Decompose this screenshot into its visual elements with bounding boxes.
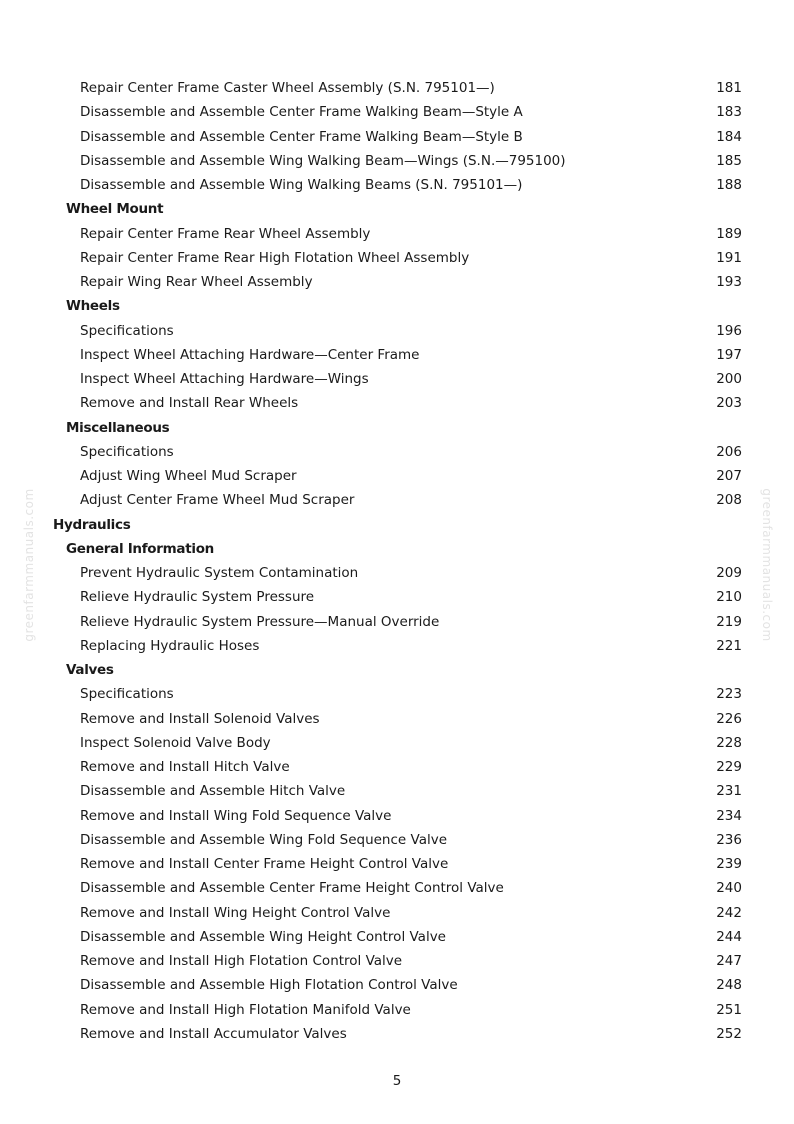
toc-entry[interactable] [0,998,794,1022]
toc-entry-title: Adjust Center Frame Wheel Mud Scraper [80,492,355,509]
toc-entry-title: Disassemble and Assemble Center Frame Height Control Valve [80,880,504,897]
toc-entry[interactable] [0,804,794,828]
toc-entry[interactable] [0,464,794,488]
toc-entry-title: Remove and Install Accumulator Valves [80,1025,347,1042]
toc-page-number: 210 [716,589,742,606]
toc-entry[interactable] [0,707,794,731]
toc-entry[interactable] [0,173,794,197]
toc-page-number: 206 [716,443,742,460]
toc-entry-title: Remove and Install High Flotation Control Valve [80,953,403,969]
toc-entry-title: Inspect Solenoid Valve Body [80,734,271,751]
toc-page-number: 248 [716,977,742,994]
toc-entry[interactable] [0,343,794,367]
toc-page-number: 231 [716,783,742,800]
toc-page-number: 207 [716,468,742,484]
toc-page-number: 191 [716,249,742,266]
toc-subsection-title: Wheels [66,298,120,315]
toc-entry[interactable] [0,76,794,100]
toc-entry[interactable] [0,561,794,585]
toc-entry-title: Repair Center Frame Rear High Flotation Wheel Assembly [80,249,470,266]
toc-page-number: 200 [716,371,742,387]
toc-page-number: 226 [716,710,742,727]
toc-entry[interactable] [0,755,794,779]
toc-page-number: 229 [716,759,742,775]
toc-entry[interactable] [0,876,794,900]
toc-entry-title: Disassemble and Assemble Wing Fold Sequence Valve [80,831,448,848]
toc-page-number: 247 [716,953,742,969]
toc-entry-title: Disassemble and Assemble High Flotation Control Valve [80,977,458,994]
toc-entry[interactable] [0,949,794,973]
toc-subsection [0,197,794,221]
toc-entry[interactable] [0,125,794,149]
toc-entry-title: Relieve Hydraulic System Pressure—Manual Override [80,613,440,630]
toc-entry[interactable] [0,440,794,464]
toc-entry-title: Repair Center Frame Caster Wheel Assembly (S.N. 795101—) [80,80,495,96]
toc-entry-title: Specifications [80,443,174,460]
toc-page-number: 188 [716,177,742,193]
toc-page-number: 193 [716,274,742,290]
page-number: 5 [392,1073,402,1089]
toc-entry-title: Inspect Wheel Attaching Hardware—Wings [80,371,369,387]
toc-entry-title: Remove and Install Rear Wheels [80,395,299,412]
toc-page-number: 251 [716,1001,742,1018]
toc-entry-title: Specifications [80,686,174,703]
toc-entry[interactable] [0,852,794,876]
toc-page-number: 209 [716,565,742,581]
toc-entry-title: Repair Wing Rear Wheel Assembly [80,274,313,290]
toc-entry-title: Adjust Wing Wheel Mud Scraper [80,468,297,484]
toc-entry-title: Disassemble and Assemble Wing Height Control Valve [80,928,446,945]
toc-entry-title: Replacing Hydraulic Hoses [80,637,260,654]
toc-page-number: 221 [716,637,742,654]
toc-entry-title: Prevent Hydraulic System Contamination [80,565,359,581]
toc-page-number: 185 [716,152,742,169]
toc-page-number: 234 [716,807,742,824]
toc-entry-title: Remove and Install High Flotation Manifold Valve [80,1001,411,1018]
toc-subsection-title: Valves [66,662,114,678]
toc-subsection [0,416,794,440]
toc-page-number: 203 [716,395,742,412]
toc-entry[interactable] [0,634,794,658]
toc-entry-title: Remove and Install Hitch Valve [80,759,290,775]
toc-page-number: 184 [716,128,742,145]
toc-entry[interactable] [0,925,794,949]
toc-entry[interactable] [0,222,794,246]
toc-entry[interactable] [0,391,794,415]
toc-entry[interactable] [0,246,794,270]
toc-page-number: 219 [716,613,742,630]
toc-entry[interactable] [0,367,794,391]
toc-entry[interactable] [0,100,794,124]
toc-entry[interactable] [0,610,794,634]
toc-entry[interactable] [0,828,794,852]
toc-page-number: 236 [716,831,742,848]
toc-entry[interactable] [0,319,794,343]
toc-subsection [0,294,794,318]
toc-entry[interactable] [0,488,794,512]
toc-entry-title: Disassemble and Assemble Wing Walking Beam—Wings (S.N.—795100) [80,152,566,169]
toc-entry-title: Specifications [80,322,174,339]
toc-page-number: 242 [716,904,742,921]
toc-page-number: 208 [716,492,742,509]
toc-entry-title: Disassemble and Assemble Center Frame Walking Beam—Style A [80,104,523,121]
toc-page-number: 196 [716,322,742,339]
toc-entry[interactable] [0,682,794,706]
toc-page-number: 197 [716,346,742,363]
toc-entry-title: Remove and Install Wing Height Control Valve [80,904,391,921]
toc-entry-title: Remove and Install Solenoid Valves [80,710,320,727]
toc-entry[interactable] [0,901,794,925]
toc-entry-title: Remove and Install Wing Fold Sequence Valve [80,807,392,824]
toc-entry-title: Repair Center Frame Rear Wheel Assembly [80,225,371,242]
toc-entry[interactable] [0,149,794,173]
toc-page-number: 244 [716,928,742,945]
toc-entry[interactable] [0,1022,794,1046]
watermark-left: greenfarmmanuals.com [22,488,36,642]
toc-entry-title: Relieve Hydraulic System Pressure [80,589,315,606]
toc-page-number: 181 [716,80,742,96]
toc-subsection [0,658,794,682]
toc-entry-title: Disassemble and Assemble Hitch Valve [80,783,346,800]
toc-page-number: 223 [716,686,742,703]
toc-subsection-title: Wheel Mount [66,201,164,218]
toc-entry[interactable] [0,731,794,755]
watermark-right: greenfarmmanuals.com [760,488,774,642]
toc-entry-title: Disassemble and Assemble Center Frame Walking Beam—Style B [80,128,523,145]
toc-entry[interactable] [0,585,794,609]
toc-entry[interactable] [0,779,794,803]
toc-page-number: 228 [716,734,742,751]
toc-section [0,513,794,537]
table-of-contents [0,76,794,1046]
toc-page-number: 239 [716,856,742,872]
toc-entry-title: Remove and Install Center Frame Height Control Valve [80,856,449,872]
toc-subsection-title: General Information [66,540,214,557]
toc-entry[interactable] [0,270,794,294]
toc-page-number: 183 [716,104,742,121]
toc-entry[interactable] [0,973,794,997]
toc-page-number: 189 [716,225,742,242]
toc-page-number: 252 [716,1025,742,1042]
toc-subsection-title: Miscellaneous [66,419,170,436]
toc-entry-title: Inspect Wheel Attaching Hardware—Center Frame [80,346,420,363]
toc-entry-title: Disassemble and Assemble Wing Walking Beams (S.N. 795101—) [80,177,523,193]
toc-section-title: Hydraulics [53,516,131,533]
toc-page-number: 240 [716,880,742,897]
toc-subsection [0,537,794,561]
